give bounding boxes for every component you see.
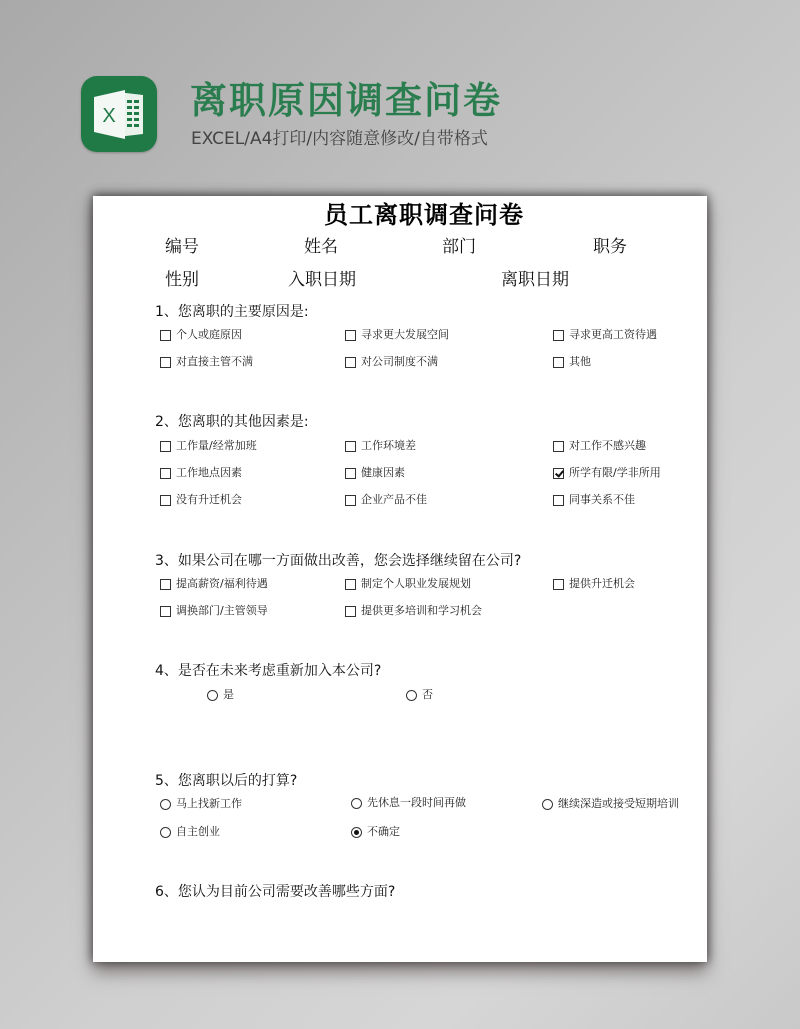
q1-option-3[interactable]: 寻求更高工资待遇 bbox=[553, 328, 657, 342]
q3-option-3[interactable]: 提供升迁机会 bbox=[553, 577, 635, 591]
checkbox[interactable] bbox=[160, 495, 171, 506]
radio-button[interactable] bbox=[351, 798, 362, 809]
q5-option-1[interactable]: 马上找新工作 bbox=[160, 797, 242, 811]
q2-option-1[interactable]: 工作量/经常加班 bbox=[160, 439, 257, 453]
q2-option-9[interactable]: 同事关系不佳 bbox=[553, 493, 635, 507]
checkbox[interactable] bbox=[160, 441, 171, 452]
q5-option-5[interactable]: 不确定 bbox=[351, 825, 400, 839]
radio-button[interactable] bbox=[160, 799, 171, 810]
radio-button-selected[interactable] bbox=[351, 827, 362, 838]
question-1: 1、您离职的主要原因是: bbox=[155, 304, 309, 320]
checkbox[interactable] bbox=[345, 357, 356, 368]
checkbox-checked[interactable] bbox=[553, 468, 564, 479]
field-department: 部门 bbox=[442, 237, 476, 257]
survey-sheet bbox=[93, 196, 707, 962]
checkbox[interactable] bbox=[345, 495, 356, 506]
page-title: 离职原因调查问卷 bbox=[190, 79, 502, 122]
q5-option-2[interactable]: 先休息一段时间再做 bbox=[351, 796, 466, 810]
checkbox[interactable] bbox=[553, 357, 564, 368]
q2-option-3[interactable]: 对工作不感兴趣 bbox=[553, 439, 646, 453]
excel-icon bbox=[81, 76, 157, 152]
checkbox[interactable] bbox=[553, 330, 564, 341]
checkbox[interactable] bbox=[345, 330, 356, 341]
q3-option-5[interactable]: 提供更多培训和学习机会 bbox=[345, 604, 482, 618]
checkbox[interactable] bbox=[160, 468, 171, 479]
field-leave-date: 离职日期 bbox=[501, 270, 569, 290]
q1-option-5[interactable]: 对公司制度不满 bbox=[345, 355, 438, 369]
field-position: 职务 bbox=[593, 237, 627, 257]
document-title: 员工离职调查问卷 bbox=[324, 201, 524, 229]
checkbox[interactable] bbox=[160, 330, 171, 341]
q1-option-1[interactable]: 个人或庭原因 bbox=[160, 328, 242, 342]
q2-option-2[interactable]: 工作环境差 bbox=[345, 439, 416, 453]
q5-option-4[interactable]: 自主创业 bbox=[160, 825, 220, 839]
radio-button[interactable] bbox=[406, 690, 417, 701]
radio-button[interactable] bbox=[207, 690, 218, 701]
field-hire-date: 入职日期 bbox=[288, 270, 356, 290]
page-subtitle: EXCEL/A4打印/内容随意修改/自带格式 bbox=[191, 129, 488, 149]
radio-button[interactable] bbox=[160, 827, 171, 838]
q2-option-6[interactable]: 所学有限/学非所用 bbox=[553, 466, 661, 480]
q3-option-2[interactable]: 制定个人职业发展规划 bbox=[345, 577, 471, 591]
field-name: 姓名 bbox=[304, 237, 338, 257]
q1-option-2[interactable]: 寻求更大发展空间 bbox=[345, 328, 449, 342]
field-gender: 性别 bbox=[165, 270, 199, 290]
field-number: 编号 bbox=[165, 237, 199, 257]
q3-option-1[interactable]: 提高薪资/福利待遇 bbox=[160, 577, 268, 591]
q2-option-7[interactable]: 没有升迁机会 bbox=[160, 493, 242, 507]
q5-option-3[interactable]: 继续深造或接受短期培训 bbox=[542, 797, 679, 811]
checkbox[interactable] bbox=[345, 441, 356, 452]
checkbox[interactable] bbox=[345, 606, 356, 617]
radio-button[interactable] bbox=[542, 799, 553, 810]
checkbox[interactable] bbox=[160, 357, 171, 368]
question-3: 3、如果公司在哪一方面做出改善，您会选择继续留在公司? bbox=[155, 553, 522, 569]
question-5: 5、您离职以后的打算? bbox=[155, 773, 298, 789]
checkbox[interactable] bbox=[345, 579, 356, 590]
q2-option-4[interactable]: 工作地点因素 bbox=[160, 466, 242, 480]
checkbox[interactable] bbox=[553, 441, 564, 452]
q2-option-8[interactable]: 企业产品不佳 bbox=[345, 493, 427, 507]
q4-option-yes[interactable]: 是 bbox=[207, 688, 234, 702]
q4-option-no[interactable]: 否 bbox=[406, 688, 433, 702]
q1-option-6[interactable]: 其他 bbox=[553, 355, 591, 369]
question-2: 2、您离职的其他因素是: bbox=[155, 414, 309, 430]
checkbox[interactable] bbox=[553, 495, 564, 506]
checkbox[interactable] bbox=[160, 579, 171, 590]
q1-option-4[interactable]: 对直接主管不满 bbox=[160, 355, 253, 369]
svg-text:X: X bbox=[102, 105, 116, 127]
question-6: 6、您认为目前公司需要改善哪些方面? bbox=[155, 884, 396, 900]
checkbox[interactable] bbox=[345, 468, 356, 479]
q2-option-5[interactable]: 健康因素 bbox=[345, 466, 405, 480]
question-4: 4、是否在未来考虑重新加入本公司? bbox=[155, 663, 382, 679]
q3-option-4[interactable]: 调换部门/主管领导 bbox=[160, 604, 268, 618]
checkbox[interactable] bbox=[160, 606, 171, 617]
checkbox[interactable] bbox=[553, 579, 564, 590]
